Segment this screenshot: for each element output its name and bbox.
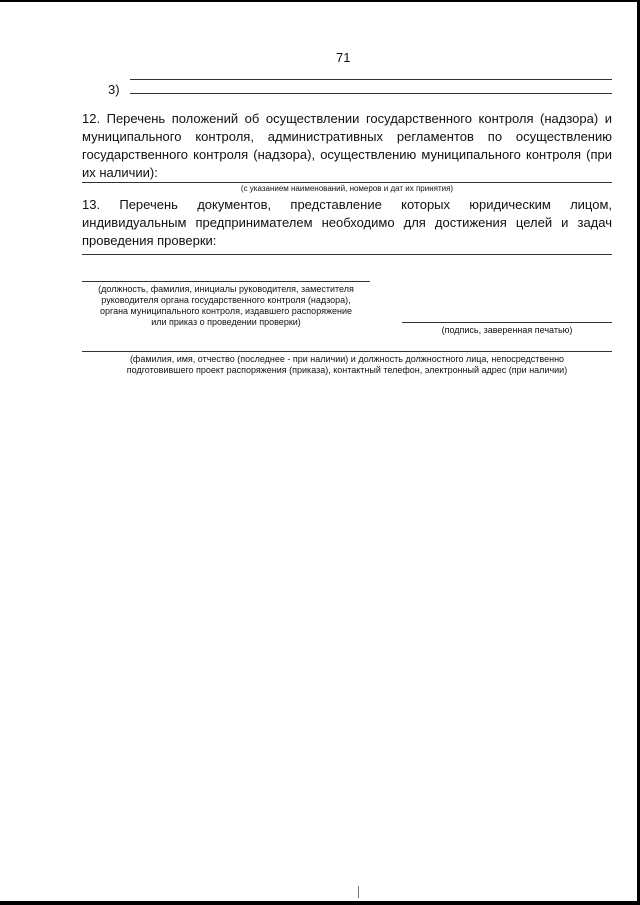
item-13-text: 13. Перечень документов, представление которых юридическим лицом, индивидуальным предпринимателем необходимо для достижения целей и задач проведения проверки: — [82, 197, 612, 248]
preparer-caption-line: (фамилия, имя, отчество (последнее - при наличии) и должность должностного лица, непосредственно — [129, 354, 565, 364]
signature-fill-line — [402, 322, 612, 323]
scan-artifact — [358, 886, 359, 898]
item-3-upper-line — [130, 79, 612, 80]
item-3-fill-line — [130, 93, 612, 94]
signature-caption: (подпись, заверенная печатью) — [441, 325, 573, 335]
item-12-text: 12. Перечень положений об осуществлении государственного контроля (надзора) и муниципального контроля, административных регламентов по осуществлению государственного контроля (надзора), осуществлению муниципального контроля (при их наличии): — [82, 111, 612, 180]
position-caption-line: или приказ о проведении проверки) — [151, 317, 301, 327]
item-3-label: 3) — [108, 82, 120, 97]
preparer-caption — [82, 354, 612, 376]
position-caption-line: (должность, фамилия, инициалы руководителя, заместителя — [98, 284, 354, 294]
position-caption — [82, 284, 370, 328]
preparer-caption-line: подготовившего проект распоряжения (приказа), контактный телефон, электронный адрес (при наличии) — [126, 365, 568, 375]
page-border-top — [0, 0, 640, 2]
preparer-fill-line — [82, 351, 612, 352]
item-13-fill-line — [82, 254, 612, 255]
item-12-fill-line — [82, 182, 612, 183]
position-caption-line: органа муниципального контроля, издавшего распоряжение — [99, 306, 352, 316]
position-fill-line — [82, 281, 370, 282]
page-number: 71 — [336, 50, 351, 65]
page-border-bottom — [0, 901, 640, 905]
item-12-caption: (с указанием наименований, номеров и дат их принятия) — [240, 184, 454, 193]
position-caption-line: руководителя органа государственного контроля (надзора), — [101, 295, 351, 305]
